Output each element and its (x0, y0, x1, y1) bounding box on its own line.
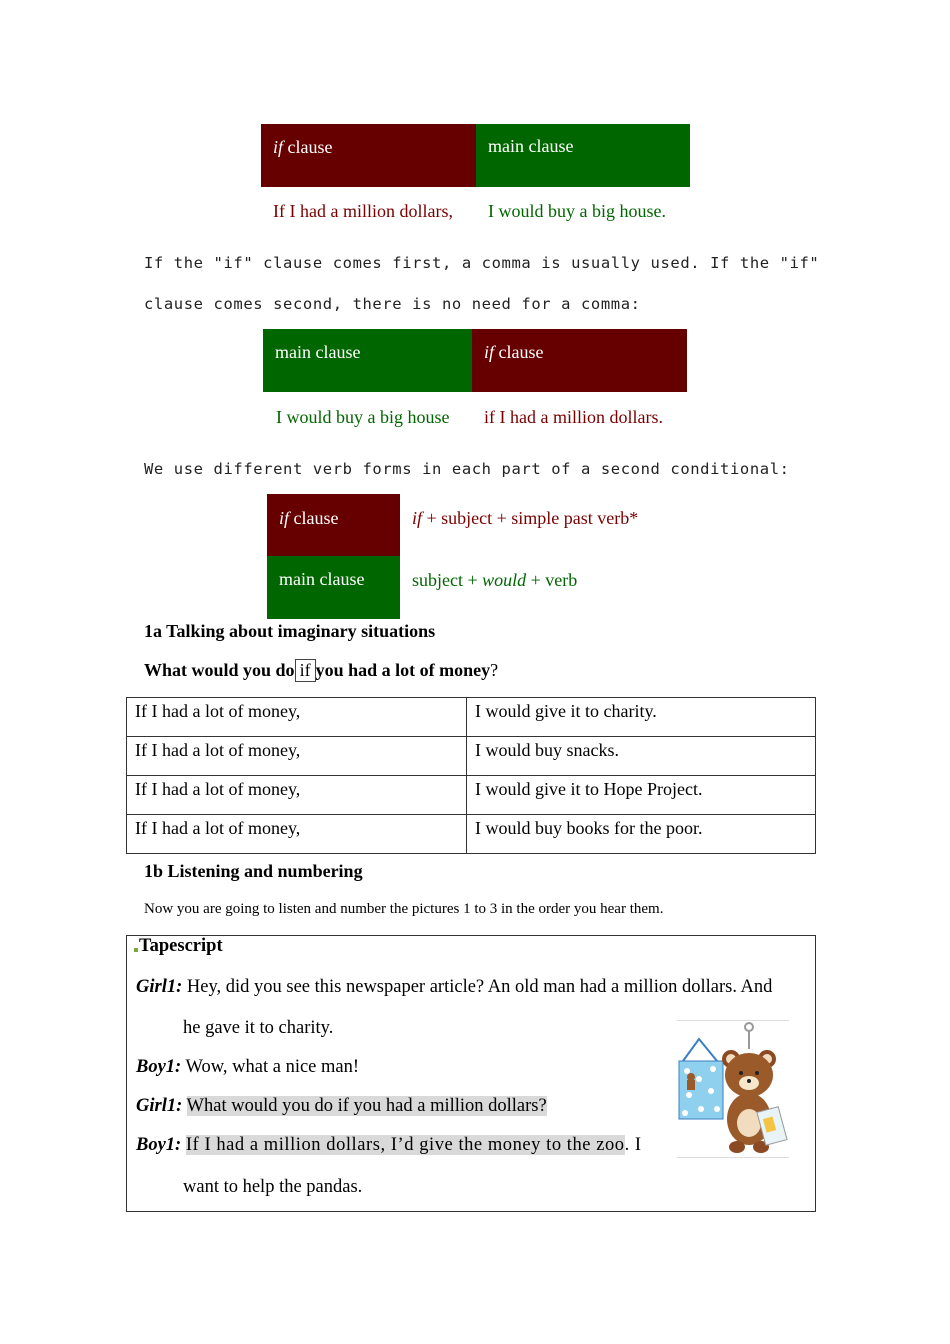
speaker-girl1: Girl1: (136, 977, 183, 997)
answer-condition: If I had a lot of money, (127, 737, 467, 776)
if-clause-example: If I had a million dollars, (273, 201, 453, 221)
if-clause-row-label (267, 494, 400, 556)
speaker-boy1: Boy1: (136, 1057, 182, 1077)
answer-result: I would give it to Hope Project. (467, 776, 816, 815)
if-word: if (273, 137, 284, 157)
tapescript-line-4 (136, 1135, 642, 1156)
main-clause-example-2: I would buy a big house (276, 407, 450, 427)
main-clause-example: I would buy a big house. (488, 201, 666, 221)
if-clause-label: clause (283, 137, 333, 157)
tapescript-line-2 (136, 1057, 359, 1078)
section-1b-instruction: Now you are going to listen and number the pictures 1 to 3 in the order you hear them. (144, 901, 664, 917)
answer-condition: If I had a lot of money, (127, 815, 467, 854)
main-clause-label-3: main clause (279, 569, 365, 589)
main-formula-post: + verb (526, 570, 578, 590)
highlighted-answer: If I had a million dollars, I’d give the money to the zoo (185, 1135, 625, 1155)
main-clause-header (476, 124, 690, 187)
tapescript-line-3 (136, 1096, 547, 1117)
line-text-tail: . I (624, 1135, 642, 1155)
tapescript-line-1 (136, 977, 772, 998)
line-text: Wow, what a nice man! (181, 1057, 360, 1077)
table-row (127, 698, 816, 737)
if-word-3: if (279, 508, 290, 528)
comma-note-line-1: If the "if" clause comes first, a comma is usually used. If the "if" (144, 254, 820, 272)
if-clause-label-3: clause (289, 508, 339, 528)
if-formula-rest: + subject + simple past verb* (422, 508, 639, 528)
section-1a-heading: 1a Talking about imaginary situations (144, 621, 436, 641)
teddy-bear-bag-image (677, 1020, 789, 1158)
tapescript-line-4-cont: want to help the pandas. (183, 1177, 363, 1197)
tapescript-line-1-cont: he gave it to charity. (183, 1018, 334, 1038)
question-mark: ? (490, 660, 499, 680)
speaker-girl1: Girl1: (136, 1096, 183, 1116)
highlighted-question: What would you do if you had a million dollars? (186, 1096, 547, 1116)
line-text: Hey, did you see this newspaper article? An old man had a million dollars. And (182, 977, 773, 997)
if-clause-example-2: if I had a million dollars. (484, 407, 663, 427)
main-clause-label: main clause (488, 136, 574, 156)
answers-table (126, 697, 816, 854)
main-clause-header-2 (263, 329, 472, 392)
tapescript-box (126, 935, 816, 1212)
answer-result: I would give it to charity. (467, 698, 816, 737)
table-row (127, 815, 816, 854)
table-row (127, 737, 816, 776)
answer-result: I would buy books for the poor. (467, 815, 816, 854)
main-clause-label-2: main clause (275, 342, 361, 362)
answer-condition: If I had a lot of money, (127, 776, 467, 815)
question-post: you had a lot of money (315, 660, 491, 680)
section-1a-question (144, 659, 498, 682)
section-1b-heading: 1b Listening and numbering (144, 861, 363, 881)
table-row (127, 776, 816, 815)
main-clause-row-label (267, 556, 400, 619)
comma-note-line-2: clause comes second, there is no need for a comma: (144, 295, 641, 313)
question-if-box: if (295, 659, 316, 682)
verb-forms-note: We use different verb forms in each part of a second conditional: (144, 460, 790, 478)
speaker-boy1: Boy1: (136, 1135, 182, 1155)
tapescript-marker (134, 948, 138, 952)
answer-condition: If I had a lot of money, (127, 698, 467, 737)
if-clause-header-2 (472, 329, 687, 392)
answer-result: I would buy snacks. (467, 737, 816, 776)
if-word-2: if (484, 342, 495, 362)
if-formula-word: if (412, 508, 423, 528)
if-clause-header (261, 124, 476, 187)
if-clause-label-2: clause (494, 342, 544, 362)
if-clause-formula (412, 508, 638, 529)
question-pre: What would you do (144, 660, 295, 680)
main-formula-would: would (482, 570, 527, 590)
main-formula-pre: subject + (412, 570, 483, 590)
tapescript-title: Tapescript (139, 936, 223, 956)
main-clause-formula (412, 570, 577, 591)
